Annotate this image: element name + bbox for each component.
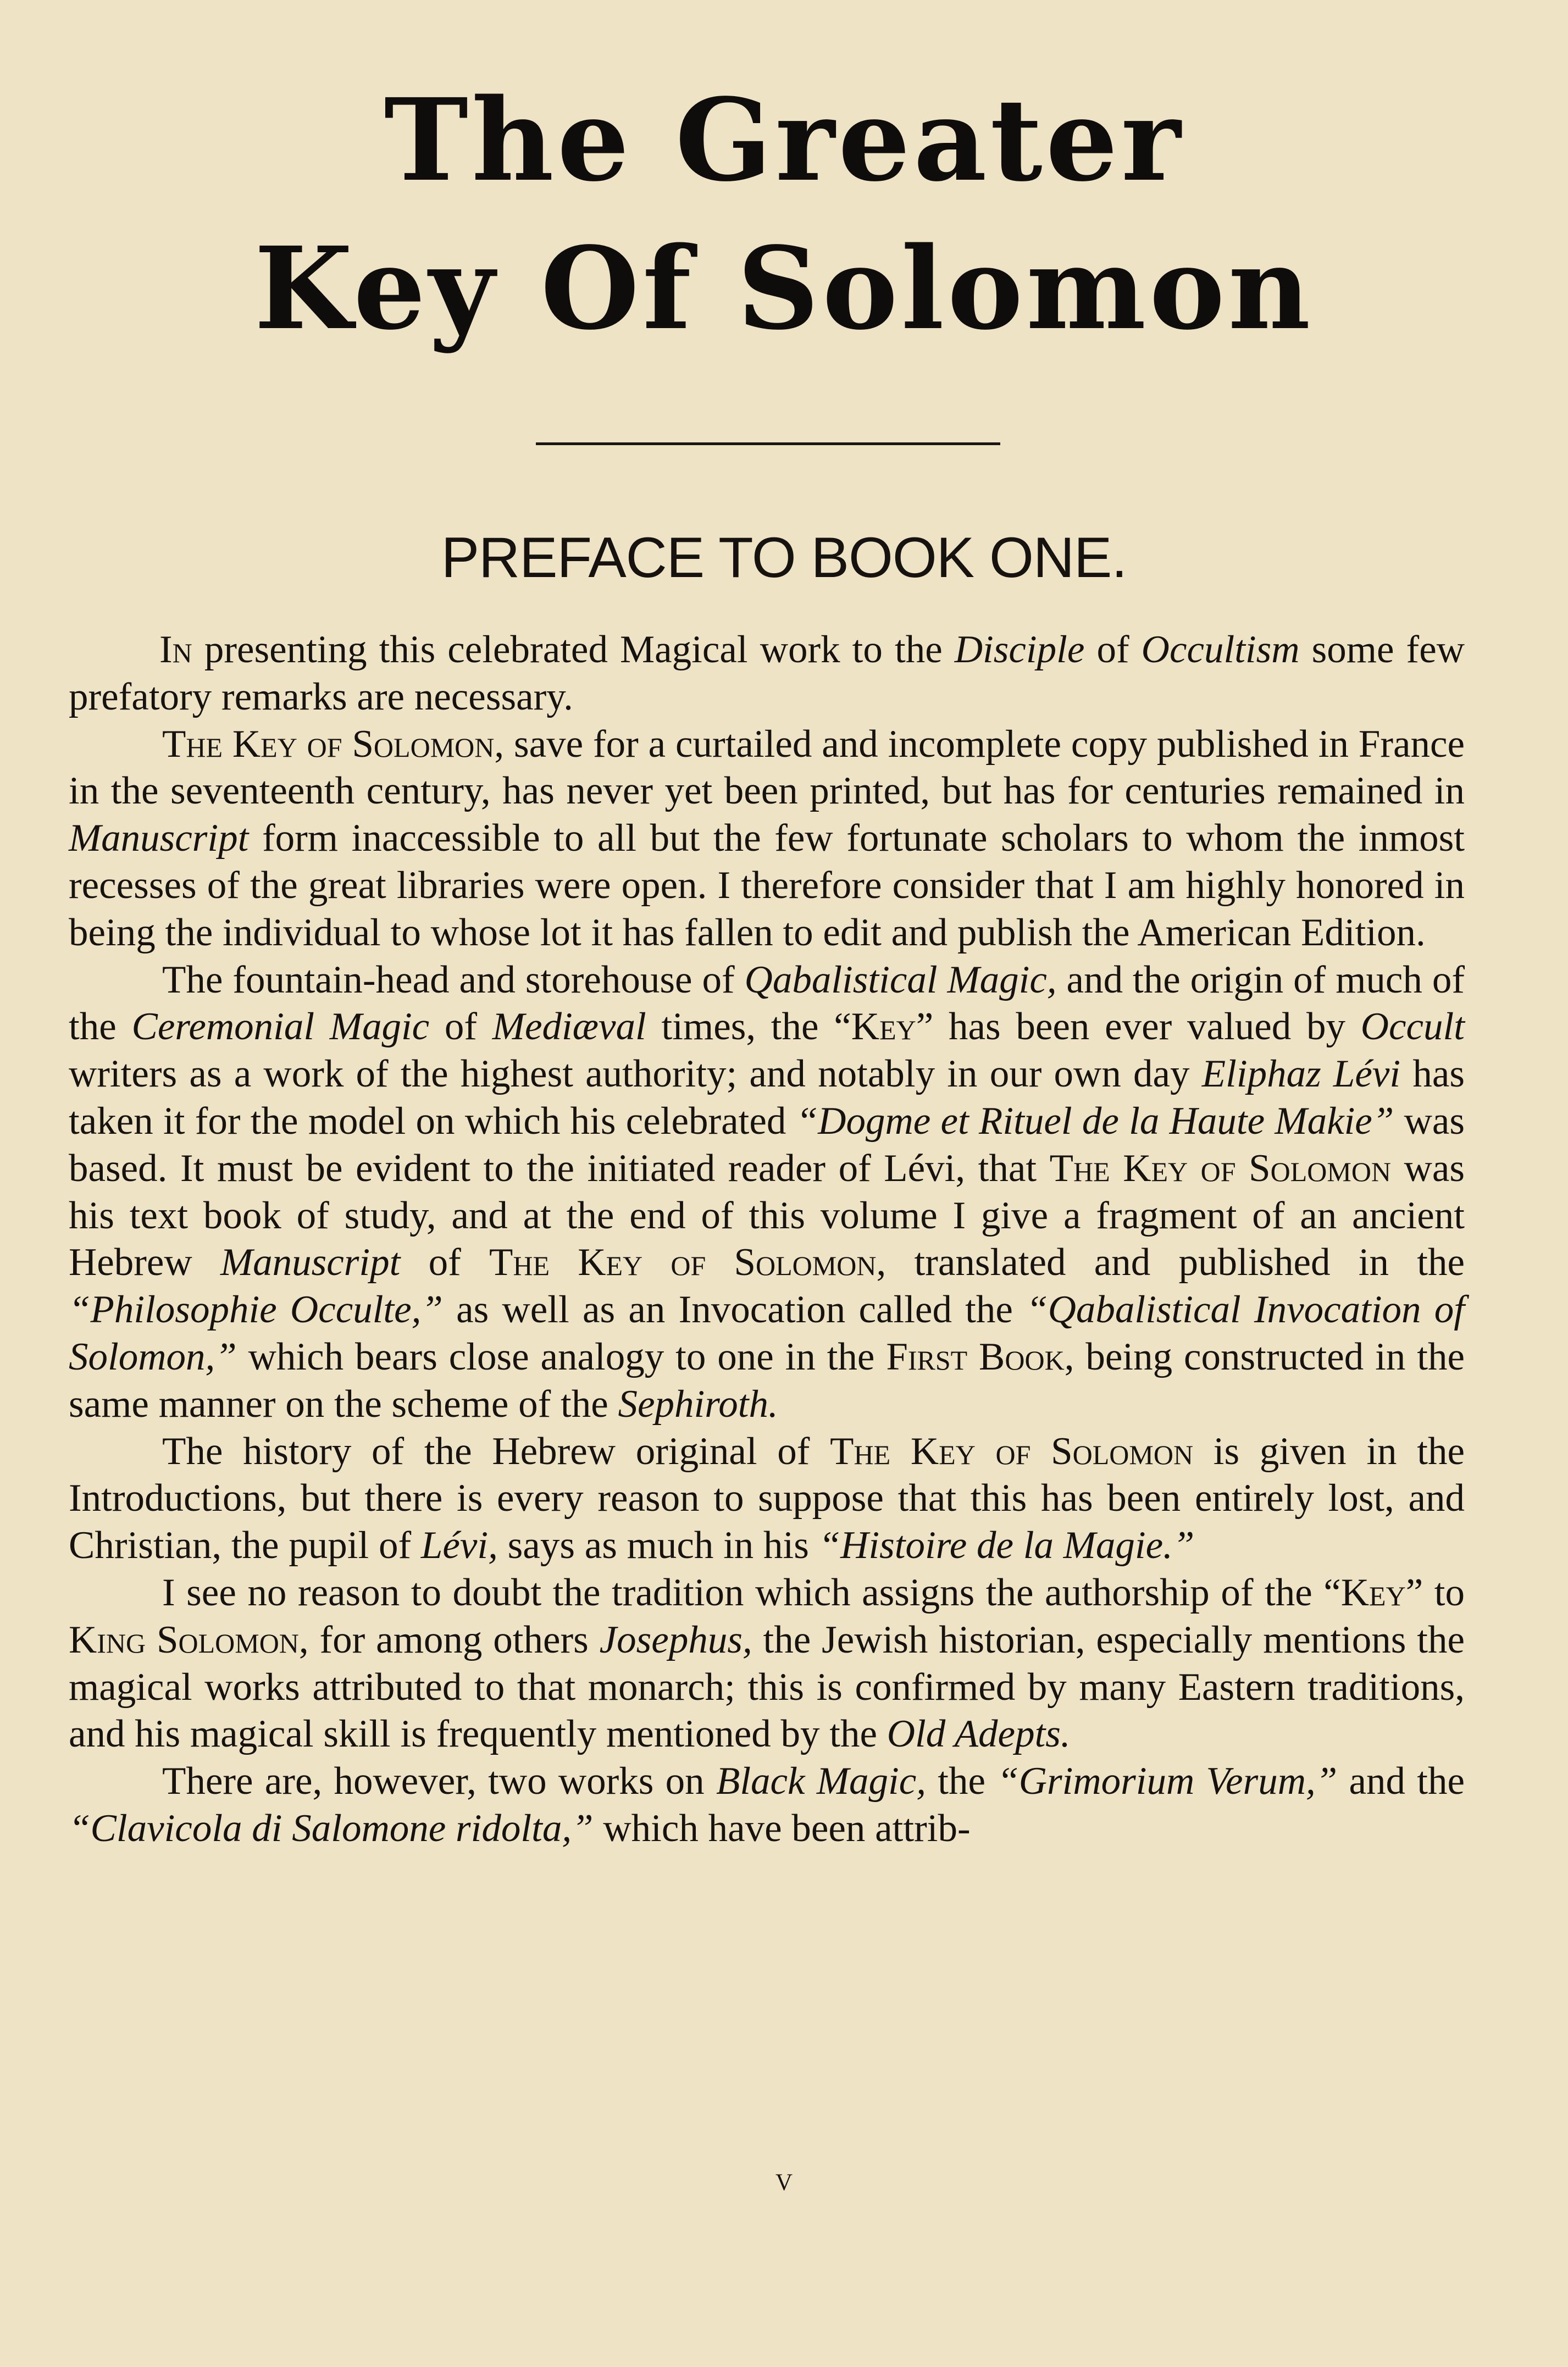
title-divider [536,442,1000,445]
text-run: , translated and published in the [876,1241,1465,1284]
text-run: , for among others [298,1618,600,1661]
paragraph-4 [69,1428,1465,1570]
text-run: ” to [1405,1571,1465,1614]
text-run: presenting this celebrated Magical work to the [192,628,955,671]
text-run: which have been attrib- [593,1806,971,1850]
italic-run: Josephus, [599,1618,752,1661]
small-caps-run: Key [851,1005,916,1049]
italic-run: Lévi, [420,1524,498,1567]
page-number: v [775,2160,793,2198]
text-run: form inaccessible to all but the few fortunate scholars to whom the inmost recesses of the great libraries were open. I therefore consider that I am highly honored in being the individual to whose lot it has fallen to edit and publish the American Edition. [69,817,1465,954]
text-run: writers as a work of the highest authority; and notably in our own day [69,1052,1202,1096]
small-caps-run: King Solomon [69,1618,299,1661]
text-run: I see no reason to doubt the tradition which assigns the authorship of the “ [162,1571,1341,1614]
title-line-1: The Greater [384,74,1184,207]
text-run: the Jewish historian, especially mentions the magical works attributed to that monarch; this is confirmed by many Eastern traditions, and his magical skill is frequently mentioned by the [69,1618,1465,1756]
paragraph-2 [69,721,1465,957]
text-run: times, the “ [646,1005,851,1049]
italic-run: “Philosophie Occulte,” [69,1288,443,1332]
text-run: which bears close analogy to one in the [236,1335,886,1378]
italic-run: Ceremonial Magic [131,1005,430,1049]
text-run: The fountain-head and storehouse of [162,958,745,1001]
text-run: some few prefatory remarks are necessary. [69,628,1465,718]
text-run: of [400,1241,489,1284]
paragraph-3 [69,957,1465,1428]
paragraph-1 [69,627,1465,721]
italic-run: Occultism [1141,628,1300,671]
text-run: and the origin of much of the [69,958,1465,1049]
italic-run: Mediæval [492,1005,646,1049]
italic-run: Black Magic, [716,1760,926,1803]
text-run: of [429,1005,492,1049]
italic-run: Old Adepts. [886,1712,1071,1756]
text-run: , being constructed in the same manner on the scheme of the [69,1335,1465,1426]
italic-run: “Qabalistical Invocation of Solomon,” [69,1288,1465,1378]
small-caps-run: The Key of Solomon [162,722,495,766]
text-run: and the [1337,1760,1465,1803]
text-run: the [926,1760,998,1803]
text-run: was based. It must be evident to the initiated reader of Lévi, that [69,1099,1465,1190]
preface-heading: PREFACE TO BOOK ONE. [441,526,1127,590]
italic-run: Manuscript [220,1241,401,1284]
small-caps-run: First Book [886,1335,1065,1378]
preface-body [69,627,1465,1853]
book-title [0,66,1568,363]
italic-run: Manuscript [69,817,249,860]
text-run: has taken it for the model on which his celebrated [69,1052,1465,1143]
paragraph-6 [69,1758,1465,1853]
italic-run: Occult [1360,1005,1465,1049]
small-caps-run: Key [1340,1571,1406,1614]
italic-run: “Dogme et Rituel de la Haute Makie” [796,1099,1394,1143]
italic-run: “Grimorium Verum,” [997,1760,1338,1803]
text-run: , save for a curtailed and incomplete copy published in France in the seventeenth century, has never yet been printed, but has for centuries remained in [69,722,1465,813]
small-caps-run: The Key of Solomon [1049,1146,1392,1190]
text-run: ” has been ever valued by [916,1005,1361,1049]
paragraph-5 [69,1570,1465,1758]
italic-run: Eliphaz Lévi [1201,1052,1401,1096]
text-run: says as much in his [497,1524,819,1567]
text-run: was his text book of study, and at the end of this volume I give a fragment of an ancient Hebrew [69,1146,1465,1284]
italic-run: “Clavicola di Salomone ridolta,” [69,1806,594,1850]
italic-run: Disciple [954,628,1085,671]
small-caps-run: The Key of Solomon [489,1241,877,1284]
text-run: of [1084,628,1142,671]
italic-run: Qabalistical Magic, [744,958,1057,1001]
text-run: There are, however, two works on [162,1760,716,1803]
text-run: is given in the Introductions, but there is every reason to suppose that this has been entirely lost, and Christian, the pupil of [69,1429,1465,1567]
italic-run: “Histoire de la Magie.” [818,1524,1195,1567]
title-line-2: Key Of Solomon [254,222,1314,355]
small-caps-run: The Key of Solomon [830,1429,1194,1473]
drop-small-caps: In [159,628,192,671]
italic-run: Sephiroth. [618,1382,778,1426]
text-run: The history of the Hebrew original of [162,1429,830,1473]
text-run: as well as an Invocation called the [442,1288,1027,1332]
